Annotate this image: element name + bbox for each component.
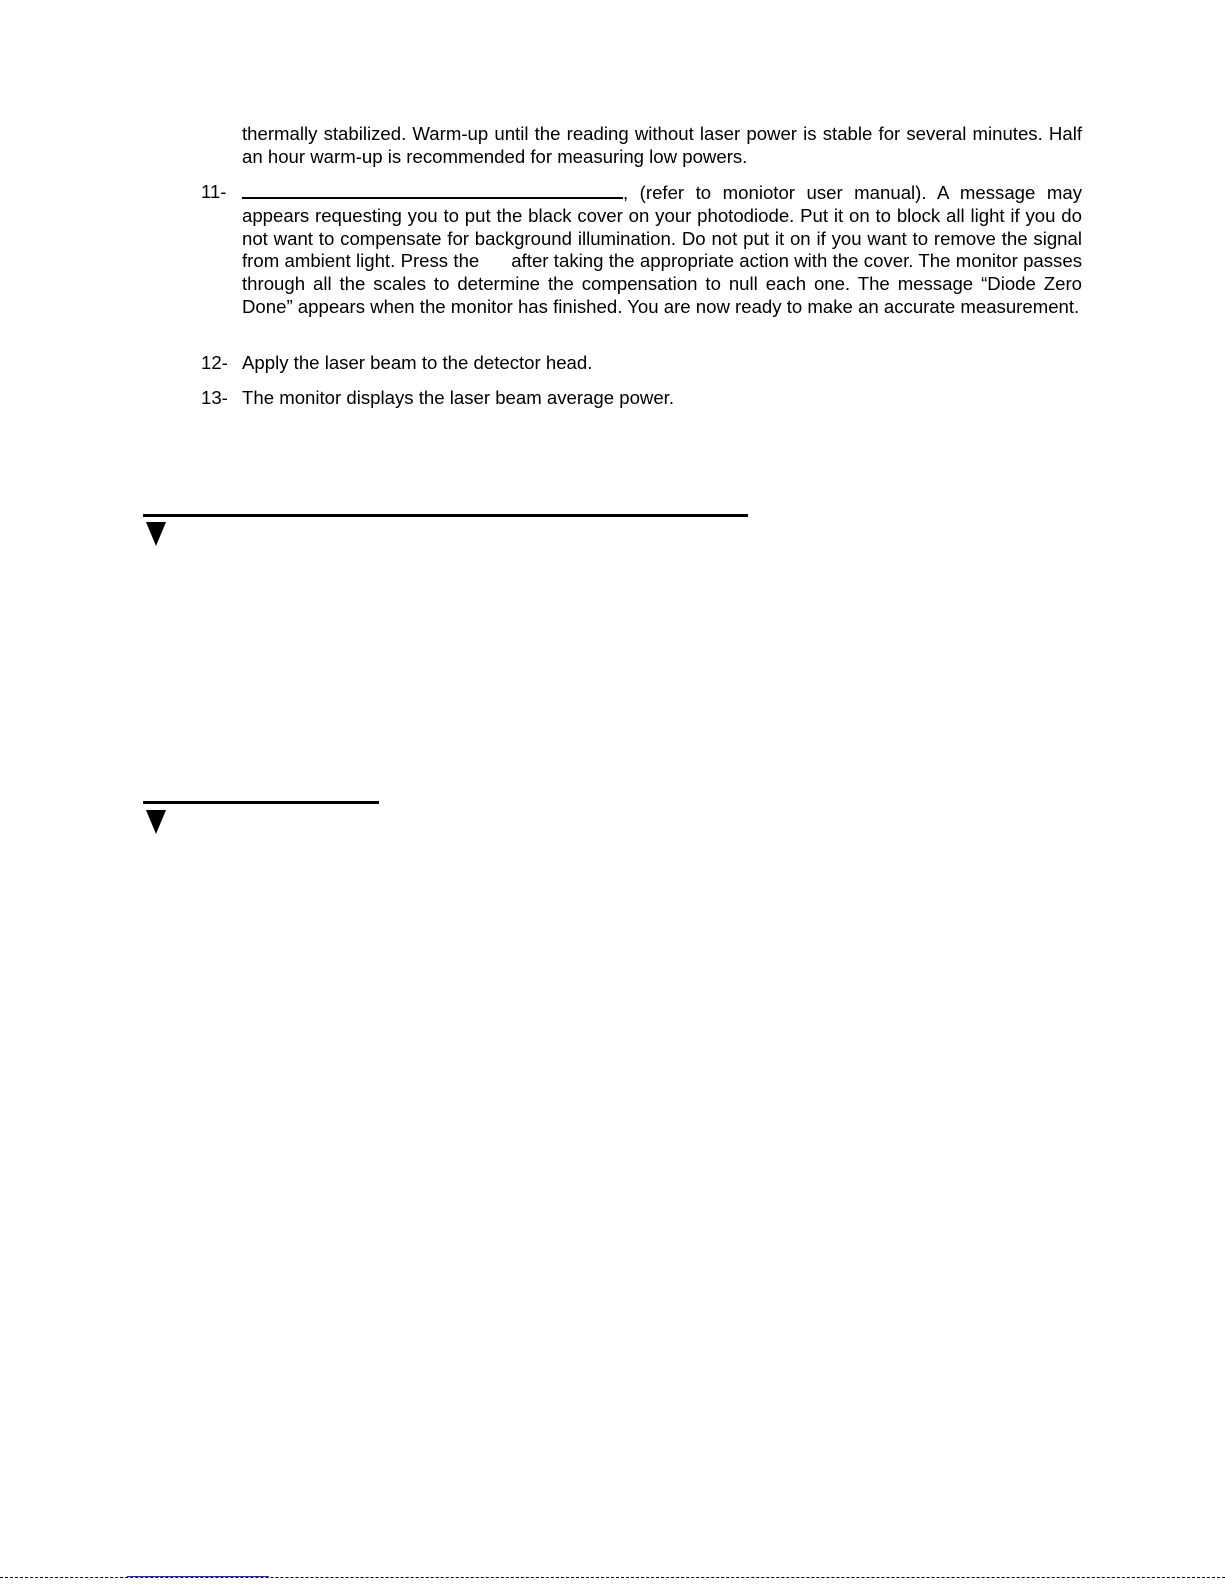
subsection-triangle-marker: [146, 810, 166, 834]
intro-paragraph: thermally stabilized. Warm-up until the reading without laser power is stable for several minutes. Half an hour warm-up is recommended for measuring low powers.: [242, 123, 1082, 167]
section-heading-rule: [143, 514, 748, 517]
footer-link-underline: [127, 1576, 269, 1577]
step-13-text: The monitor displays the laser beam average power.: [242, 387, 675, 408]
step-11-body: [242, 181, 1082, 319]
subsection-heading-rule: [143, 801, 379, 804]
footer-dashed-rule: [0, 1577, 1225, 1578]
step-11-blank-field: [242, 181, 623, 199]
section-triangle-marker: [146, 522, 166, 546]
step-12-text: Apply the laser beam to the detector head.: [242, 352, 593, 373]
step-12-number: 12-: [201, 352, 228, 373]
step-13-number: 13-: [201, 387, 228, 408]
step-11-text-continued: after taking the appropriate action with the cover. The monitor passes through all the scales to determine the compensation to null each one. The message “Diode Zero Done” appears when the monitor has finished. You are now ready to make an accurate measurement.: [242, 250, 1082, 317]
step-11-number: 11-: [201, 181, 227, 202]
step-11-text: , (refer to moniotor user manual). A message may appears requesting you to put the black cover on your photodiode. Put it on to block all light if you do not want to compensate for background illumination. Do not put it on if you want to remove the signal from ambient light. Press the: [242, 182, 1082, 272]
